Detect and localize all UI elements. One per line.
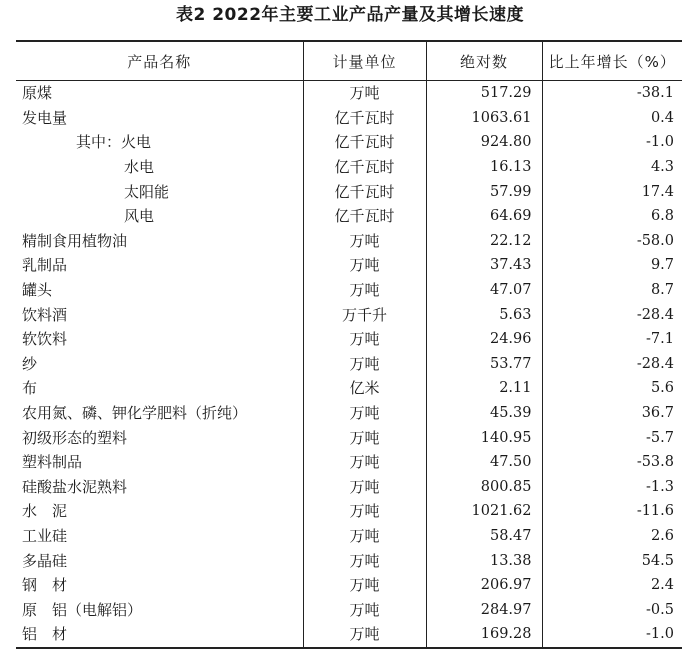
value-cell: 53.77: [426, 352, 542, 377]
unit-cell: 亿千瓦时: [303, 106, 426, 131]
growth-cell: 0.4: [542, 106, 682, 131]
table-row: [16, 179, 682, 204]
growth-cell: -1.0: [542, 130, 682, 155]
unit-cell: 万吨: [303, 401, 426, 426]
table-row: [16, 106, 682, 131]
production-table-container: [16, 40, 682, 649]
table-row: [16, 204, 682, 229]
product-name-cell: 乳制品: [22, 256, 68, 275]
table-row: [16, 622, 682, 648]
product-name-cell: 其中：火电: [76, 133, 152, 152]
production-table: [16, 40, 682, 649]
unit-cell: 万吨: [303, 597, 426, 622]
product-name-cell: 原 铝（电解铝）: [22, 600, 143, 619]
product-name-cell: 初级形态的塑料: [22, 428, 128, 447]
table-row: [16, 475, 682, 500]
growth-cell: 54.5: [542, 548, 682, 573]
growth-cell: -0.5: [542, 597, 682, 622]
value-cell: 140.95: [426, 425, 542, 450]
product-name-cell: 钢 材: [22, 576, 68, 595]
product-name-cell: 风电: [124, 207, 155, 226]
unit-cell: 亿千瓦时: [303, 204, 426, 229]
table-row: [16, 155, 682, 180]
unit-cell: 万吨: [303, 81, 426, 106]
product-name-cell: 布: [22, 379, 38, 398]
growth-cell: 17.4: [542, 179, 682, 204]
table-row: [16, 278, 682, 303]
growth-cell: -1.0: [542, 622, 682, 648]
product-name-cell: 铝 材: [22, 625, 68, 644]
product-name-cell: 塑料制品: [22, 453, 83, 472]
product-name-cell: 软饮料: [22, 330, 68, 349]
growth-cell: 9.7: [542, 253, 682, 278]
growth-cell: 8.7: [542, 278, 682, 303]
table-row: [16, 376, 682, 401]
table-row: [16, 548, 682, 573]
unit-cell: 万吨: [303, 548, 426, 573]
table-row: [16, 524, 682, 549]
value-cell: 47.50: [426, 450, 542, 475]
unit-cell: 万吨: [303, 352, 426, 377]
unit-cell: 万吨: [303, 573, 426, 598]
product-name-cell: 水 泥: [22, 502, 68, 521]
table-row: [16, 229, 682, 254]
value-cell: 58.47: [426, 524, 542, 549]
growth-cell: -7.1: [542, 327, 682, 352]
value-cell: 47.07: [426, 278, 542, 303]
value-cell: 206.97: [426, 573, 542, 598]
product-name-cell: 饮料酒: [22, 305, 68, 324]
table-row: [16, 130, 682, 155]
unit-cell: 万吨: [303, 327, 426, 352]
growth-cell: 2.4: [542, 573, 682, 598]
unit-cell: 亿千瓦时: [303, 155, 426, 180]
unit-cell: 亿千瓦时: [303, 130, 426, 155]
table-row: [16, 450, 682, 475]
unit-cell: 万吨: [303, 229, 426, 254]
unit-cell: 万吨: [303, 278, 426, 303]
column-header-value: 绝对数: [426, 41, 542, 81]
growth-cell: 6.8: [542, 204, 682, 229]
growth-cell: -11.6: [542, 499, 682, 524]
table-row: [16, 352, 682, 377]
product-name-cell: 太阳能: [124, 182, 170, 201]
table-row: [16, 597, 682, 622]
unit-cell: 万吨: [303, 622, 426, 648]
growth-cell: -58.0: [542, 229, 682, 254]
unit-cell: 万千升: [303, 302, 426, 327]
value-cell: 45.39: [426, 401, 542, 426]
value-cell: 57.99: [426, 179, 542, 204]
product-name-cell: 水电: [124, 158, 155, 177]
column-header-unit: 计量单位: [303, 41, 426, 81]
product-name-cell: 发电量: [22, 108, 68, 127]
table-row: [16, 499, 682, 524]
table-row: [16, 401, 682, 426]
unit-cell: 万吨: [303, 450, 426, 475]
unit-cell: 亿千瓦时: [303, 179, 426, 204]
value-cell: 924.80: [426, 130, 542, 155]
growth-cell: -1.3: [542, 475, 682, 500]
table-row: [16, 425, 682, 450]
table-body: [16, 81, 682, 648]
growth-cell: 36.7: [542, 401, 682, 426]
product-name-cell: 原煤: [22, 84, 53, 103]
value-cell: 2.11: [426, 376, 542, 401]
value-cell: 800.85: [426, 475, 542, 500]
table-row: [16, 81, 682, 106]
value-cell: 37.43: [426, 253, 542, 278]
growth-cell: -28.4: [542, 302, 682, 327]
column-header-growth: 比上年增长（%）: [542, 41, 682, 81]
value-cell: 1021.62: [426, 499, 542, 524]
table-row: [16, 573, 682, 598]
value-cell: 22.12: [426, 229, 542, 254]
table-title: 表2 2022年主要工业产品产量及其增长速度: [175, 5, 525, 25]
product-name-cell: 精制食用植物油: [22, 231, 128, 250]
growth-cell: 4.3: [542, 155, 682, 180]
table-row: [16, 253, 682, 278]
product-name-cell: 农用氮、磷、钾化学肥料（折纯）: [22, 404, 248, 423]
value-cell: 517.29: [426, 81, 542, 106]
product-name-cell: 硅酸盐水泥熟料: [22, 477, 128, 496]
growth-cell: -38.1: [542, 81, 682, 106]
value-cell: 24.96: [426, 327, 542, 352]
value-cell: 284.97: [426, 597, 542, 622]
unit-cell: 亿米: [303, 376, 426, 401]
unit-cell: 万吨: [303, 475, 426, 500]
growth-cell: 2.6: [542, 524, 682, 549]
value-cell: 13.38: [426, 548, 542, 573]
value-cell: 64.69: [426, 204, 542, 229]
column-header-product: 产品名称: [127, 52, 192, 71]
growth-cell: -28.4: [542, 352, 682, 377]
growth-cell: -53.8: [542, 450, 682, 475]
table-row: [16, 302, 682, 327]
growth-cell: 5.6: [542, 376, 682, 401]
product-name-cell: 多晶硅: [22, 551, 68, 570]
unit-cell: 万吨: [303, 499, 426, 524]
product-name-cell: 罐头: [22, 281, 53, 300]
value-cell: 169.28: [426, 622, 542, 648]
table-row: [16, 327, 682, 352]
product-name-cell: 纱: [22, 354, 38, 373]
unit-cell: 万吨: [303, 524, 426, 549]
table-header-row: [16, 41, 682, 81]
unit-cell: 万吨: [303, 253, 426, 278]
value-cell: 1063.61: [426, 106, 542, 131]
value-cell: 5.63: [426, 302, 542, 327]
product-name-cell: 工业硅: [22, 526, 68, 545]
growth-cell: -5.7: [542, 425, 682, 450]
value-cell: 16.13: [426, 155, 542, 180]
unit-cell: 万吨: [303, 425, 426, 450]
